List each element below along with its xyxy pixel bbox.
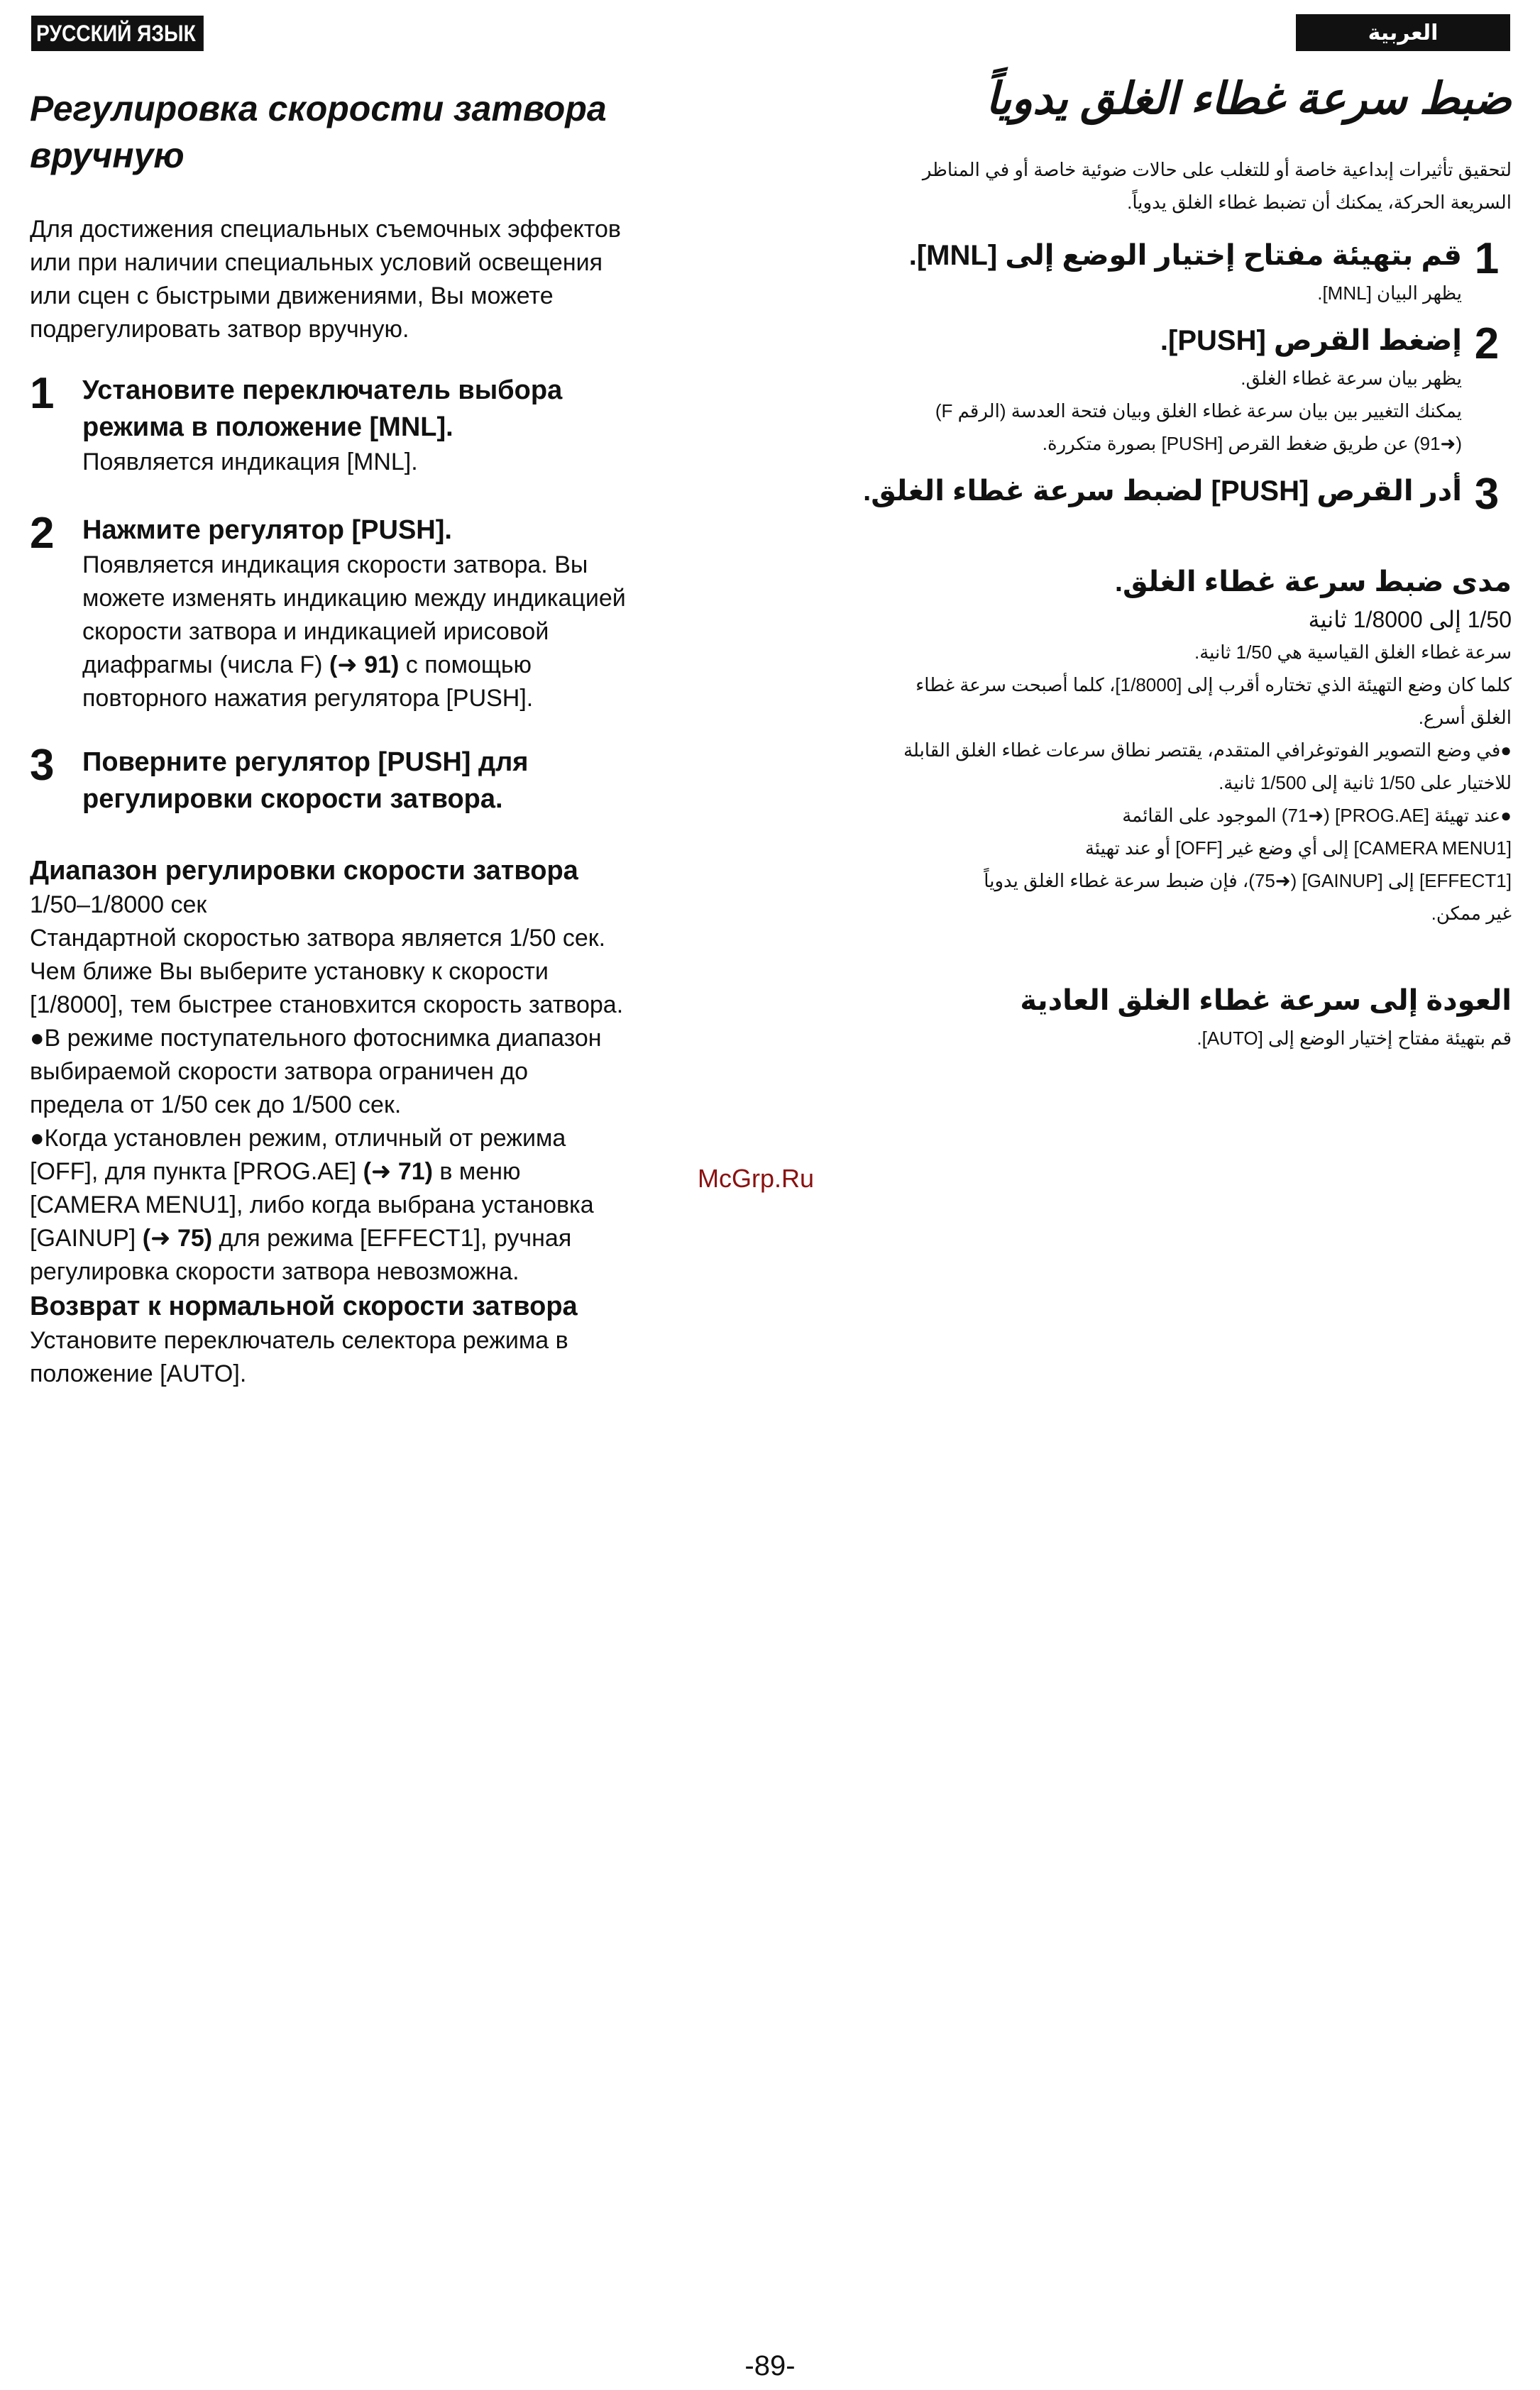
ru-step-2: 2 Нажмите регулятор [PUSH]. Появляется индикация скорости затвора. Вы можете изменять индикацию между индикацией скорости затвора и индикацией ирисовой диафрагмы (числа F) (➜ 91) с помощью повторного нажатия регулятора [PUSH]. <box>30 509 626 712</box>
ar-page-title: ضبط سرعة غطاء الغلق يدوياً <box>986 75 1512 123</box>
step-number: 1 <box>1474 234 1500 283</box>
ar-step-2: 2 إضغط القرص [PUSH]. يظهر بيان سرعة غطاء الغلق. يمكنك التغيير بين بيان سرعة غطاء الغلق وبيان فتحة العدسة (الرقم F) (➜91) عن طريق ضغط القرص [PUSH] بصورة متكررة. <box>845 319 1512 460</box>
step-number: 3 <box>30 741 55 790</box>
step-number: 2 <box>30 509 55 558</box>
ru-step-3: 3 Поверните регулятор [PUSH] для регулировки скорости затвора. <box>30 741 529 814</box>
ar-return-section: العودة إلى سرعة غطاء الغلق العادية قم بتهيئة مفتاح إختيار الوضع إلى [AUTO]. <box>845 979 1512 1054</box>
ru-range-section: Диапазон регулировки скорости затвора 1/50–1/8000 сек Стандартной скоростью затвора является 1/50 сек. Чем ближе Вы выберите установку к скорости [1/8000], тем быстрее становхится скорость затвора. ●В режиме поступательного фотоснимка диапазон выбираемой скорости затвора ограничен до предела от 1/50 сек до 1/500 сек. ●Когда установлен режим, отличный от режима [OFF], для пункта [PROG.AE] (➜ 71) в меню [CAMERA MENU1], либо когда выбрана установка [GAINUP] (➜ 75) для режима [EFFECT1], ручная регулировка скорости затвора невозможна. <box>30 853 711 1289</box>
language-tab-russian <box>31 16 204 51</box>
ru-bullet-2: ●Когда установлен режим, отличный от режима [OFF], для пункта [PROG.AE] (➜ 71) в меню [CAMERA MENU1], либо когда выбрана установка [GAINUP] (➜ 75) для режима [EFFECT1], ручная регулировка скорости затвора невозможна. <box>30 1125 594 1285</box>
ar-intro: لتحقيق تأثيرات إبداعية خاصة أو للتغلب على حالات ضوئية خاصة أو في المناظر السريعة الحركة، يمكنك أن تضبط غطاء الغلق يدوياً. <box>922 159 1512 213</box>
watermark-text: McGrp.Ru <box>698 1164 815 1193</box>
ru-bullet-1: ●В режиме поступательного фотоснимка диапазон выбираемой скорости затвора ограничен до предела от 1/50 сек до 1/500 сек. <box>30 1025 602 1118</box>
ar-range-title: مدى ضبط سرعة غطاء الغلق. <box>1114 566 1512 598</box>
page-number: -89- <box>744 2350 796 2381</box>
ar-range-section: مدى ضبط سرعة غطاء الغلق. 1/50 إلى 1/8000 ثانية سرعة غطاء الغلق القياسية هي 1/50 ثانية. كلما كان وضع التهيئة الذي تختاره أقرب إلى [1/8000]، كلما أصبحت سرعة غطاء الغلق أسرع. ●في وضع التصوير الفوتوغرافي المتقدم، يقتصر نطاق سرعات غطاء الغلق القابلة للاختيار على 1/50 ثانية إلى 1/500 ثانية. ●عند تهيئة [PROG.AE] (➜71) الموجود على القائمة [CAMERA MENU1] إلى أي وضع غير [OFF] أو عند تهيئة [EFFECT1] إلى [GAINUP] (➜75)، فإن ضبط سرعة غطاء الغلق يدوياً غير ممكن. <box>845 561 1512 930</box>
russian-column <box>30 85 711 1391</box>
page-reference: (➜ 75) <box>142 1225 213 1252</box>
step-number: 1 <box>30 369 55 418</box>
ru-return-section: Возврат к нормальной скорости затвора Установите переключатель селектора режима в положение [AUTO]. <box>30 1289 711 1391</box>
ar-step-1: 1 قم بتهيئة مفتاح إختيار الوضع إلى [MNL]. يظهر البيان [MNL]. <box>845 234 1512 309</box>
ar-step-3: 3 أدر القرص [PUSH] لضبط سرعة غطاء الغلق. <box>845 470 1512 519</box>
ar-return-title: العودة إلى سرعة غطاء الغلق العادية <box>1020 985 1512 1016</box>
language-tab-arabic <box>1296 14 1510 51</box>
ru-step-1: 1 Установите переключатель выбора режима в положение [MNL]. Появляется индикация [MNL]. <box>30 369 563 475</box>
ar-bullet-2: ●عند تهيئة [PROG.AE] (➜71) الموجود على القائمة [CAMERA MENU1] إلى أي وضع غير [OFF] أو عند تهيئة [EFFECT1] إلى [GAINUP] (➜75)، فإن ضبط سرعة غطاء الغلق يدوياً غير ممكن. <box>984 805 1512 924</box>
ru-intro: Для достижения специальных съемочных эффектов или при наличии специальных условий освещения или сцен с быстрыми движениями, Вы можете подрегулировать затвор вручную. <box>30 216 621 343</box>
page-reference: (➜ 71) <box>363 1158 433 1185</box>
ar-bullet-1: ●في وضع التصوير الفوتوغرافي المتقدم، يقتصر نطاق سرعات غطاء الغلق القابلة للاختيار على 1/50 ثانية إلى 1/500 ثانية. <box>903 739 1512 793</box>
step-number: 3 <box>1474 470 1500 519</box>
ru-return-title: Возврат к нормальной скорости затвора <box>30 1292 578 1321</box>
page-reference: (➜ 91) <box>329 651 400 678</box>
ru-range-title: Диапазон регулировки скорости затвора <box>30 856 578 886</box>
step-number: 2 <box>1474 319 1500 368</box>
arabic-column <box>845 71 1512 1054</box>
language-tab-russian-label: РУССКИЙ ЯЗЫК <box>36 20 196 46</box>
ru-page-title: Регулировка скорости затвора вручную <box>30 89 607 175</box>
language-tab-arabic-label: العربية <box>1368 21 1439 45</box>
